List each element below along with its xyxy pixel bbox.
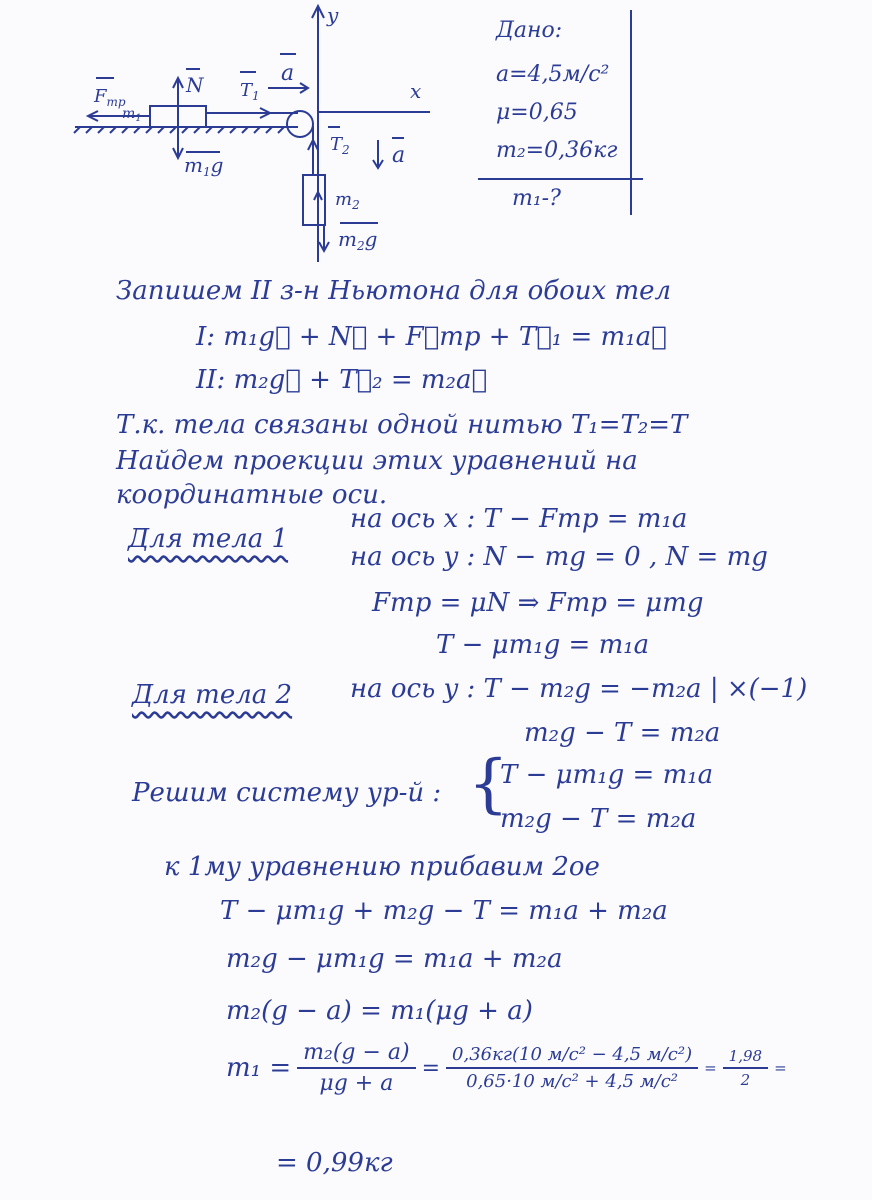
formula-eq-2: = — [704, 1059, 717, 1077]
y-axis-label: y — [327, 3, 339, 27]
physics-diagram — [0, 0, 460, 270]
fraction-3-den: 2 — [740, 1071, 751, 1089]
body-2-heading: Для тела 2 — [132, 680, 293, 710]
final-formula — [226, 1040, 787, 1096]
m1g-label: $m_1g$ — [184, 153, 224, 179]
body-1-heading: Для тела 1 — [128, 524, 289, 554]
formula-lhs: m₁ = — [226, 1053, 292, 1083]
line-1: Запишем II з-н Ньютона для обоих тел — [116, 276, 672, 306]
x-axis-label: x — [410, 79, 422, 103]
line-14: к 1му уравнению прибавим 2ое — [164, 852, 600, 882]
a-vector-label: a — [281, 61, 295, 86]
t1-label: $T_1$ — [240, 80, 260, 103]
given-divider-horizontal — [478, 178, 643, 180]
line-8: на ось y : N − mg = 0 , N = mg — [350, 542, 768, 572]
line-17: m₂(g − a) = m₁(μg + a) — [226, 996, 533, 1026]
n-label: N — [186, 73, 204, 97]
line-4: Т.к. тела связаны одной нитью T₁=T₂=T — [116, 410, 688, 440]
system-brace: { — [468, 747, 509, 821]
line-2: I: m₁g⃗ + N⃗ + F⃗тр + T⃗₁ = m₁a⃗ — [196, 322, 667, 352]
line-3: II: m₂g⃗ + T⃗₂ = m₂a⃗ — [196, 365, 488, 395]
line-13: Решим систему ур-й : — [132, 778, 442, 808]
formula-fraction-1 — [297, 1040, 415, 1096]
given-box — [478, 10, 638, 220]
line-5: Найдем проекции этих уравнений на — [116, 446, 638, 476]
fraction-1-num: m₂(g − a) — [297, 1040, 415, 1069]
formula-fraction-3 — [723, 1047, 768, 1089]
line-16: m₂g − μm₁g = m₁a + m₂a — [226, 944, 563, 974]
line-10: T − μm₁g = m₁a — [436, 630, 650, 660]
given-divider-vertical — [630, 10, 632, 215]
given-title: Дано: — [496, 18, 563, 43]
given-mu: μ=0,65 — [496, 100, 578, 125]
line-19: = 0,99кг — [276, 1148, 393, 1178]
fraction-2-num: 0,36кг(10 м/с² − 4,5 м/с²) — [446, 1044, 698, 1069]
t2-label: $T_2$ — [330, 134, 350, 157]
pulley — [287, 111, 313, 137]
friction-label: $F_{тр}$ — [94, 86, 126, 109]
line-7: на ось x : T − Fтр = m₁a — [350, 504, 688, 534]
a-down-label: a — [392, 143, 406, 168]
m1-small-label: $m_1$ — [122, 106, 142, 124]
formula-eq-3: = — [774, 1059, 787, 1077]
m2-label: $m_2$ — [335, 189, 360, 212]
line-12: m₂g − T = m₂a — [524, 718, 721, 748]
fraction-2-den: 0,65·10 м/с² + 4,5 м/с² — [466, 1071, 678, 1092]
given-acceleration: a=4,5м/с² — [496, 62, 610, 87]
m2g-label: $m_2g$ — [338, 227, 378, 253]
line-9: Fтр = μN ⇒ Fтр = μmg — [372, 588, 704, 618]
line-11: на ось y : T − m₂g = −m₂a | ×(−1) — [350, 674, 808, 704]
given-m2: m₂=0,36кг — [496, 138, 618, 163]
given-find: m₁-? — [512, 186, 561, 211]
fraction-1-den: μg + a — [319, 1071, 394, 1096]
formula-eq-1: = — [421, 1055, 441, 1081]
line-6: координатные оси. — [116, 480, 388, 510]
system-eq-2: m₂g − T = m₂a — [500, 804, 697, 834]
line-15: T − μm₁g + m₂g − T = m₁a + m₂a — [220, 896, 668, 926]
system-eq-1: T − μm₁g = m₁a — [500, 760, 714, 790]
fraction-3-num: 1,98 — [723, 1047, 768, 1069]
formula-fraction-2 — [446, 1044, 698, 1092]
